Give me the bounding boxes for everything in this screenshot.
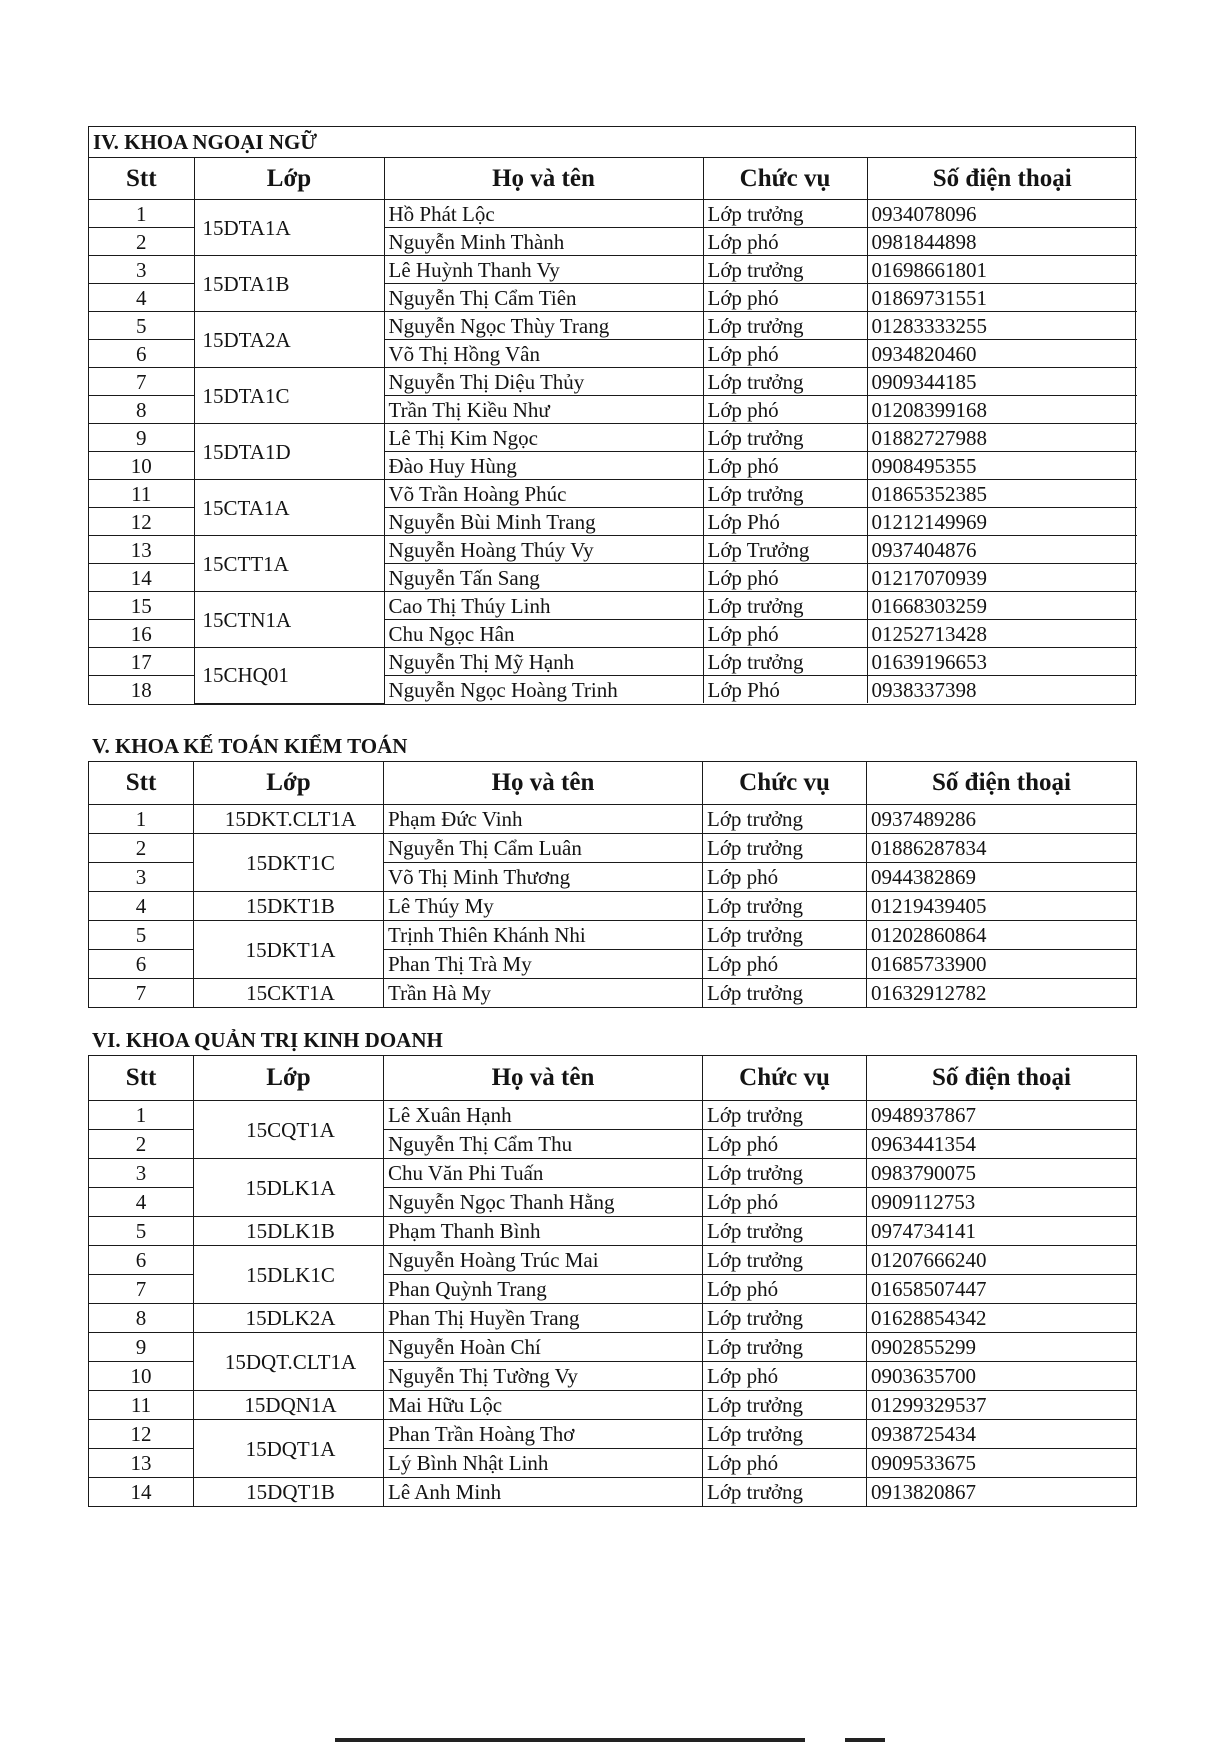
header-chuc-vu: Chức vụ bbox=[703, 158, 867, 200]
phone-cell: 01658507447 bbox=[867, 1275, 1137, 1304]
stt-cell: 4 bbox=[89, 892, 194, 921]
role-cell: Lớp phó bbox=[703, 452, 867, 480]
phone-cell: 01208399168 bbox=[867, 396, 1137, 424]
table-row bbox=[89, 1391, 1137, 1420]
phone-cell: 01882727988 bbox=[867, 424, 1137, 452]
name-cell: Mai Hữu Lộc bbox=[384, 1391, 703, 1420]
phone-cell: 01865352385 bbox=[867, 480, 1137, 508]
class-cell: 15DQT.CLT1A bbox=[194, 1333, 384, 1391]
phone-cell: 0909533675 bbox=[867, 1449, 1137, 1478]
stt-cell: 13 bbox=[89, 1449, 194, 1478]
table-row bbox=[89, 1217, 1137, 1246]
name-cell: Lý Bình Nhật Linh bbox=[384, 1449, 703, 1478]
stt-cell: 10 bbox=[89, 452, 194, 480]
phone-cell: 0913820867 bbox=[867, 1478, 1137, 1507]
class-cell: 15CTN1A bbox=[194, 592, 384, 648]
section-title: V. KHOA KẾ TOÁN KIỂM TOÁN bbox=[92, 734, 408, 758]
role-cell: Lớp phó bbox=[703, 1449, 867, 1478]
table-row bbox=[89, 1246, 1137, 1275]
table-row bbox=[89, 1333, 1137, 1362]
section-title: IV. KHOA NGOẠI NGỮ bbox=[93, 130, 318, 154]
role-cell: Lớp trưởng bbox=[703, 200, 867, 228]
role-cell: Lớp trưởng bbox=[703, 1101, 867, 1130]
name-cell: Nguyễn Thị Mỹ Hạnh bbox=[384, 648, 703, 676]
name-cell: Hồ Phát Lộc bbox=[384, 200, 703, 228]
phone-cell: 0974734141 bbox=[867, 1217, 1137, 1246]
stt-cell: 2 bbox=[89, 228, 194, 256]
stt-cell: 12 bbox=[89, 508, 194, 536]
role-cell: Lớp trưởng bbox=[703, 1304, 867, 1333]
role-cell: Lớp trưởng bbox=[703, 1333, 867, 1362]
name-cell: Nguyễn Tấn Sang bbox=[384, 564, 703, 592]
table-row bbox=[89, 424, 1137, 452]
name-cell: Nguyễn Thị Diệu Thủy bbox=[384, 368, 703, 396]
name-cell: Nguyễn Thị Cẩm Tiên bbox=[384, 284, 703, 312]
name-cell: Phạm Đức Vinh bbox=[384, 805, 703, 834]
header-chuc-vu: Chức vụ bbox=[703, 762, 867, 805]
stt-cell: 1 bbox=[89, 805, 194, 834]
class-cell: 15CQT1A bbox=[194, 1101, 384, 1159]
class-cell: 15DKT1A bbox=[194, 921, 384, 979]
phone-cell: 0909112753 bbox=[867, 1188, 1137, 1217]
stt-cell: 5 bbox=[89, 312, 194, 340]
class-cell: 15DTA1A bbox=[194, 200, 384, 256]
class-officer-table bbox=[89, 157, 1137, 704]
role-cell: Lớp trưởng bbox=[703, 592, 867, 620]
stt-cell: 10 bbox=[89, 1362, 194, 1391]
name-cell: Lê Thúy My bbox=[384, 892, 703, 921]
stt-cell: 5 bbox=[89, 1217, 194, 1246]
table-row bbox=[89, 312, 1137, 340]
name-cell: Nguyễn Ngọc Hoàng Trinh bbox=[384, 676, 703, 704]
stt-cell: 14 bbox=[89, 1478, 194, 1507]
phone-cell: 0938725434 bbox=[867, 1420, 1137, 1449]
header-ho-ten: Họ và tên bbox=[384, 158, 703, 200]
name-cell: Võ Thị Hồng Vân bbox=[384, 340, 703, 368]
name-cell: Nguyễn Hoàn Chí bbox=[384, 1333, 703, 1362]
role-cell: Lớp phó bbox=[703, 863, 867, 892]
table-row bbox=[89, 892, 1137, 921]
role-cell: Lớp phó bbox=[703, 950, 867, 979]
class-cell: 15DTA1C bbox=[194, 368, 384, 424]
header-ho-ten: Họ và tên bbox=[384, 762, 703, 805]
header-lop: Lớp bbox=[194, 762, 384, 805]
phone-cell: 01202860864 bbox=[867, 921, 1137, 950]
name-cell: Lê Anh Minh bbox=[384, 1478, 703, 1507]
stt-cell: 6 bbox=[89, 950, 194, 979]
table-row bbox=[89, 536, 1137, 564]
phone-cell: 0937404876 bbox=[867, 536, 1137, 564]
role-cell: Lớp trưởng bbox=[703, 892, 867, 921]
stt-cell: 17 bbox=[89, 648, 194, 676]
role-cell: Lớp phó bbox=[703, 284, 867, 312]
stt-cell: 16 bbox=[89, 620, 194, 648]
scan-edge-mark bbox=[845, 1738, 885, 1742]
class-cell: 15DQT1B bbox=[194, 1478, 384, 1507]
name-cell: Võ Thị Minh Thương bbox=[384, 863, 703, 892]
stt-cell: 1 bbox=[89, 200, 194, 228]
phone-cell: 01628854342 bbox=[867, 1304, 1137, 1333]
table-row bbox=[89, 805, 1137, 834]
class-cell: 15DTA1D bbox=[194, 424, 384, 480]
class-cell: 15DQT1A bbox=[194, 1420, 384, 1478]
name-cell: Phạm Thanh Bình bbox=[384, 1217, 703, 1246]
header-lop: Lớp bbox=[194, 1056, 384, 1101]
table-header bbox=[89, 762, 1137, 805]
stt-cell: 11 bbox=[89, 1391, 194, 1420]
header-stt: Stt bbox=[89, 1056, 194, 1101]
stt-cell: 9 bbox=[89, 424, 194, 452]
class-cell: 15CTA1A bbox=[194, 480, 384, 536]
class-officer-table bbox=[88, 761, 1137, 1008]
name-cell: Nguyễn Hoàng Thúy Vy bbox=[384, 536, 703, 564]
table-body bbox=[89, 805, 1137, 1008]
section-frame bbox=[88, 126, 1136, 705]
name-cell: Chu Ngọc Hân bbox=[384, 620, 703, 648]
stt-cell: 18 bbox=[89, 676, 194, 704]
class-cell: 15DKT1C bbox=[194, 834, 384, 892]
role-cell: Lớp Phó bbox=[703, 508, 867, 536]
phone-cell: 01886287834 bbox=[867, 834, 1137, 863]
section-khoa-ke-toan bbox=[88, 731, 1136, 1008]
stt-cell: 14 bbox=[89, 564, 194, 592]
class-cell: 15DLK2A bbox=[194, 1304, 384, 1333]
section-title: VI. KHOA QUẢN TRỊ KINH DOANH bbox=[92, 1028, 443, 1052]
name-cell: Nguyễn Ngọc Thanh Hằng bbox=[384, 1188, 703, 1217]
class-cell: 15DQN1A bbox=[194, 1391, 384, 1420]
phone-cell: 01252713428 bbox=[867, 620, 1137, 648]
table-row bbox=[89, 368, 1137, 396]
name-cell: Phan Thị Trà My bbox=[384, 950, 703, 979]
table-row bbox=[89, 200, 1137, 228]
name-cell: Lê Huỳnh Thanh Vy bbox=[384, 256, 703, 284]
role-cell: Lớp phó bbox=[703, 1362, 867, 1391]
header-chuc-vu: Chức vụ bbox=[703, 1056, 867, 1101]
phone-cell: 01698661801 bbox=[867, 256, 1137, 284]
role-cell: Lớp phó bbox=[703, 620, 867, 648]
phone-cell: 01632912782 bbox=[867, 979, 1137, 1008]
phone-cell: 01207666240 bbox=[867, 1246, 1137, 1275]
stt-cell: 8 bbox=[89, 396, 194, 424]
role-cell: Lớp trưởng bbox=[703, 979, 867, 1008]
role-cell: Lớp trưởng bbox=[703, 805, 867, 834]
name-cell: Phan Thị Huyền Trang bbox=[384, 1304, 703, 1333]
phone-cell: 0948937867 bbox=[867, 1101, 1137, 1130]
role-cell: Lớp trưởng bbox=[703, 1246, 867, 1275]
name-cell: Lê Thị Kim Ngọc bbox=[384, 424, 703, 452]
table-row bbox=[89, 834, 1137, 863]
role-cell: Lớp trưởng bbox=[703, 1478, 867, 1507]
table-row bbox=[89, 256, 1137, 284]
stt-cell: 15 bbox=[89, 592, 194, 620]
phone-cell: 0934820460 bbox=[867, 340, 1137, 368]
name-cell: Võ Trần Hoàng Phúc bbox=[384, 480, 703, 508]
role-cell: Lớp trưởng bbox=[703, 1391, 867, 1420]
header-ho-ten: Họ và tên bbox=[384, 1056, 703, 1101]
stt-cell: 4 bbox=[89, 284, 194, 312]
table-row bbox=[89, 1159, 1137, 1188]
stt-cell: 5 bbox=[89, 921, 194, 950]
stt-cell: 8 bbox=[89, 1304, 194, 1333]
phone-cell: 0937489286 bbox=[867, 805, 1137, 834]
table-row bbox=[89, 1478, 1137, 1507]
role-cell: Lớp trưởng bbox=[703, 368, 867, 396]
role-cell: Lớp trưởng bbox=[703, 834, 867, 863]
stt-cell: 3 bbox=[89, 1159, 194, 1188]
table-header bbox=[89, 158, 1137, 200]
name-cell: Trần Hà My bbox=[384, 979, 703, 1008]
phone-cell: 01219439405 bbox=[867, 892, 1137, 921]
phone-cell: 01283333255 bbox=[867, 312, 1137, 340]
role-cell: Lớp phó bbox=[703, 396, 867, 424]
phone-cell: 0908495355 bbox=[867, 452, 1137, 480]
table-header bbox=[89, 1056, 1137, 1101]
name-cell: Trịnh Thiên Khánh Nhi bbox=[384, 921, 703, 950]
stt-cell: 12 bbox=[89, 1420, 194, 1449]
name-cell: Nguyễn Thị Cẩm Luân bbox=[384, 834, 703, 863]
name-cell: Lê Xuân Hạnh bbox=[384, 1101, 703, 1130]
name-cell: Nguyễn Ngọc Thùy Trang bbox=[384, 312, 703, 340]
stt-cell: 13 bbox=[89, 536, 194, 564]
table-row bbox=[89, 921, 1137, 950]
role-cell: Lớp trưởng bbox=[703, 1420, 867, 1449]
stt-cell: 4 bbox=[89, 1188, 194, 1217]
class-cell: 15DLK1A bbox=[194, 1159, 384, 1217]
phone-cell: 0981844898 bbox=[867, 228, 1137, 256]
phone-cell: 0903635700 bbox=[867, 1362, 1137, 1391]
header-sdt: Số điện thoại bbox=[867, 762, 1137, 805]
stt-cell: 11 bbox=[89, 480, 194, 508]
name-cell: Nguyễn Thị Cẩm Thu bbox=[384, 1130, 703, 1159]
table-row bbox=[89, 648, 1137, 676]
phone-cell: 0938337398 bbox=[867, 676, 1137, 704]
table-row bbox=[89, 592, 1137, 620]
name-cell: Cao Thị Thúy Linh bbox=[384, 592, 703, 620]
phone-cell: 01212149969 bbox=[867, 508, 1137, 536]
role-cell: Lớp trưởng bbox=[703, 1159, 867, 1188]
class-cell: 15DLK1B bbox=[194, 1217, 384, 1246]
table-body bbox=[89, 1101, 1137, 1507]
class-cell: 15DKT1B bbox=[194, 892, 384, 921]
role-cell: Lớp trưởng bbox=[703, 256, 867, 284]
name-cell: Phan Quỳnh Trang bbox=[384, 1275, 703, 1304]
name-cell: Nguyễn Hoàng Trúc Mai bbox=[384, 1246, 703, 1275]
stt-cell: 3 bbox=[89, 863, 194, 892]
stt-cell: 7 bbox=[89, 368, 194, 396]
role-cell: Lớp trưởng bbox=[703, 648, 867, 676]
phone-cell: 01639196653 bbox=[867, 648, 1137, 676]
name-cell: Nguyễn Minh Thành bbox=[384, 228, 703, 256]
role-cell: Lớp trưởng bbox=[703, 424, 867, 452]
role-cell: Lớp phó bbox=[703, 564, 867, 592]
name-cell: Đào Huy Hùng bbox=[384, 452, 703, 480]
phone-cell: 0944382869 bbox=[867, 863, 1137, 892]
name-cell: Nguyễn Bùi Minh Trang bbox=[384, 508, 703, 536]
phone-cell: 0963441354 bbox=[867, 1130, 1137, 1159]
table-row bbox=[89, 979, 1137, 1008]
stt-cell: 9 bbox=[89, 1333, 194, 1362]
name-cell: Phan Trần Hoàng Thơ bbox=[384, 1420, 703, 1449]
phone-cell: 0934078096 bbox=[867, 200, 1137, 228]
class-cell: 15CTT1A bbox=[194, 536, 384, 592]
section-khoa-ngoai-ngu bbox=[88, 126, 1136, 705]
name-cell: Trần Thị Kiều Như bbox=[384, 396, 703, 424]
stt-cell: 3 bbox=[89, 256, 194, 284]
phone-cell: 0983790075 bbox=[867, 1159, 1137, 1188]
stt-cell: 1 bbox=[89, 1101, 194, 1130]
role-cell: Lớp trưởng bbox=[703, 1217, 867, 1246]
class-cell: 15DKT.CLT1A bbox=[194, 805, 384, 834]
role-cell: Lớp phó bbox=[703, 340, 867, 368]
phone-cell: 01685733900 bbox=[867, 950, 1137, 979]
stt-cell: 2 bbox=[89, 834, 194, 863]
role-cell: Lớp Phó bbox=[703, 676, 867, 704]
role-cell: Lớp phó bbox=[703, 228, 867, 256]
class-cell: 15DTA2A bbox=[194, 312, 384, 368]
header-stt: Stt bbox=[89, 762, 194, 805]
table-row bbox=[89, 1420, 1137, 1449]
role-cell: Lớp phó bbox=[703, 1130, 867, 1159]
table-row bbox=[89, 1304, 1137, 1333]
class-cell: 15DLK1C bbox=[194, 1246, 384, 1304]
role-cell: Lớp phó bbox=[703, 1275, 867, 1304]
role-cell: Lớp phó bbox=[703, 1188, 867, 1217]
section-khoa-quan-tri bbox=[88, 1025, 1136, 1507]
class-cell: 15CHQ01 bbox=[194, 648, 384, 704]
name-cell: Chu Văn Phi Tuấn bbox=[384, 1159, 703, 1188]
scan-edge-mark bbox=[335, 1738, 805, 1742]
stt-cell: 7 bbox=[89, 979, 194, 1008]
phone-cell: 0902855299 bbox=[867, 1333, 1137, 1362]
stt-cell: 6 bbox=[89, 340, 194, 368]
class-officer-table bbox=[88, 1055, 1137, 1507]
header-sdt: Số điện thoại bbox=[867, 158, 1137, 200]
phone-cell: 01217070939 bbox=[867, 564, 1137, 592]
role-cell: Lớp Trưởng bbox=[703, 536, 867, 564]
table-body bbox=[89, 200, 1137, 704]
table-row bbox=[89, 480, 1137, 508]
header-sdt: Số điện thoại bbox=[867, 1056, 1137, 1101]
header-lop: Lớp bbox=[194, 158, 384, 200]
role-cell: Lớp trưởng bbox=[703, 312, 867, 340]
name-cell: Nguyễn Thị Tường Vy bbox=[384, 1362, 703, 1391]
table-row bbox=[89, 1101, 1137, 1130]
class-cell: 15DTA1B bbox=[194, 256, 384, 312]
phone-cell: 0909344185 bbox=[867, 368, 1137, 396]
stt-cell: 2 bbox=[89, 1130, 194, 1159]
phone-cell: 01869731551 bbox=[867, 284, 1137, 312]
stt-cell: 7 bbox=[89, 1275, 194, 1304]
role-cell: Lớp trưởng bbox=[703, 921, 867, 950]
class-cell: 15CKT1A bbox=[194, 979, 384, 1008]
phone-cell: 01668303259 bbox=[867, 592, 1137, 620]
stt-cell: 6 bbox=[89, 1246, 194, 1275]
role-cell: Lớp trưởng bbox=[703, 480, 867, 508]
phone-cell: 01299329537 bbox=[867, 1391, 1137, 1420]
header-stt: Stt bbox=[89, 158, 194, 200]
